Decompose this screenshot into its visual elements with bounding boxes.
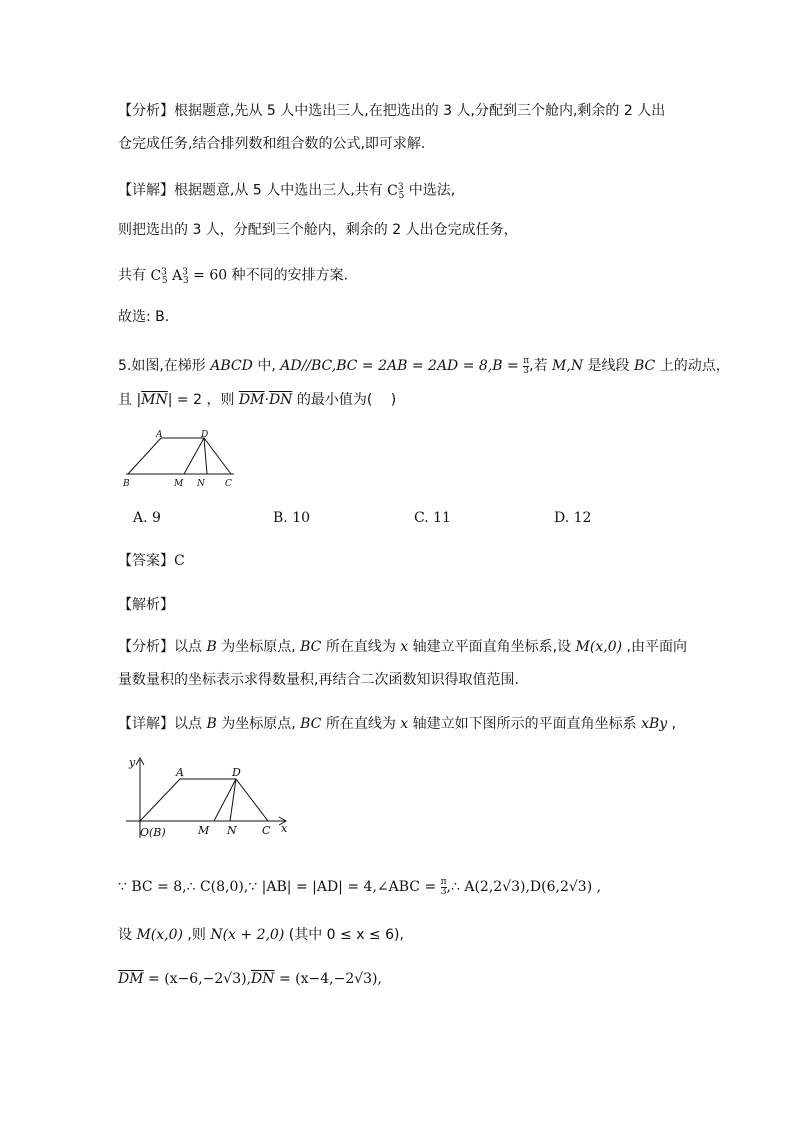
fig1-label-a: A xyxy=(156,430,163,440)
answer-line: 故选: B. xyxy=(118,309,170,325)
fig2-label-d: D xyxy=(232,766,241,779)
calc-line-2: 设 M(x,0) ,则 N(x + 2,0) (其中 0 ≤ x ≤ 6), xyxy=(118,927,404,943)
fig1-label-n: N xyxy=(197,479,205,489)
xiangjie-text-1a: 根据题意,从 5 人中选出三人,共有 xyxy=(174,182,388,199)
answer-tag: 【答案】 xyxy=(118,553,174,569)
fig2-label-c: C xyxy=(262,824,271,837)
fig1-label-m: M xyxy=(174,479,184,489)
option-b: B. 10 xyxy=(273,510,311,526)
option-a: A. 9 xyxy=(133,510,161,526)
option-d: D. 12 xyxy=(554,510,592,526)
coordinate-figure-2 xyxy=(118,754,298,844)
fig2-label-y: y xyxy=(129,756,136,769)
fenxi-line-2: 仓完成任务,结合排列数和组合数的公式,即可求解. xyxy=(118,136,426,152)
q5-xiangjie-1: 【详解】以点 B 为坐标原点, BC 所在直线为 x 轴建立如下图所示的平面直角坐标系 xBy , xyxy=(118,716,677,732)
xiangjie-line-1 xyxy=(118,177,455,206)
calc-line-3: $\overline{DM} = (x-6,-2√3),\overline{DN} = (x-4,-2√3)$, xyxy=(118,971,382,987)
q5-fenxi-1: 【分析】以点 B 为坐标原点, BC 所在直线为 x 轴建立平面直角坐标系,设 M(x,0) ,由平面向 xyxy=(118,639,687,655)
jiexi-tag: 【解析】 xyxy=(118,597,174,613)
formula-c53: $C^3_5$ xyxy=(150,267,168,287)
combination-c53: $C^3_5$ xyxy=(387,182,405,202)
fig2-label-n: N xyxy=(227,824,237,837)
fenxi-tag: 【分析】 xyxy=(118,103,174,119)
xiangjie-line-2: 则把选出的 3 人，分配到三个舱内，剩余的 2 人出仓完成任务， xyxy=(118,222,518,238)
option-c: C. 11 xyxy=(414,510,451,526)
fenxi-line-1 xyxy=(118,101,665,121)
fenxi-text-1: 根据题意,先从 5 人中选出三人,在把选出的 3 人,分配到三个舱内,剩余的 2 人出 xyxy=(174,103,666,119)
xiangjie-tag: 【详解】 xyxy=(118,182,174,199)
formula-a33: $A^3_3$ xyxy=(172,267,189,287)
xiangjie-line-3: 共有 $C^3_5$ $A^3_3 = 60$ 种不同的安排方案. xyxy=(118,267,349,287)
answer-tag-line xyxy=(118,551,185,571)
answer-value: C xyxy=(174,553,185,569)
fig2-label-m: M xyxy=(198,824,210,837)
fig2-label-x: x xyxy=(281,822,288,835)
fig2-label-a: A xyxy=(176,766,184,779)
q5-stem-2: 且 $|\overline{MN}| = 2$ ，则 $\overline{DM}\cdot\overline{DN}$ 的最小值为( ) xyxy=(118,392,397,408)
fig1-label-c: C xyxy=(225,479,232,489)
calc-line-1: ∵ BC = 8,∴ C(8,0),∵ |AB| = |AD| = 4,∠ABC = $\frac{\pi}{3}$ ,∴ A(2,2√3),D(6,2√3) , xyxy=(118,876,602,897)
trapezoid-figure-1 xyxy=(118,428,248,490)
fig2-label-o: O(B) xyxy=(140,826,166,839)
xiangjie-text-1b: 中选法, xyxy=(404,182,456,199)
q5-stem-1: 5.如图,在梯形 ABCD 中, AD//BC,BC = 2AB = 2AD = 8,B = $\frac{\pi}{3}$ ,若 M,N 是线段 BC 上的动点， xyxy=(118,355,730,376)
q5-fenxi-2: 量数量积的坐标表示求得数量积,再结合二次函数知识得取值范围. xyxy=(118,672,519,688)
fig1-label-d: D xyxy=(201,430,209,440)
fig1-label-b: B xyxy=(123,479,130,489)
